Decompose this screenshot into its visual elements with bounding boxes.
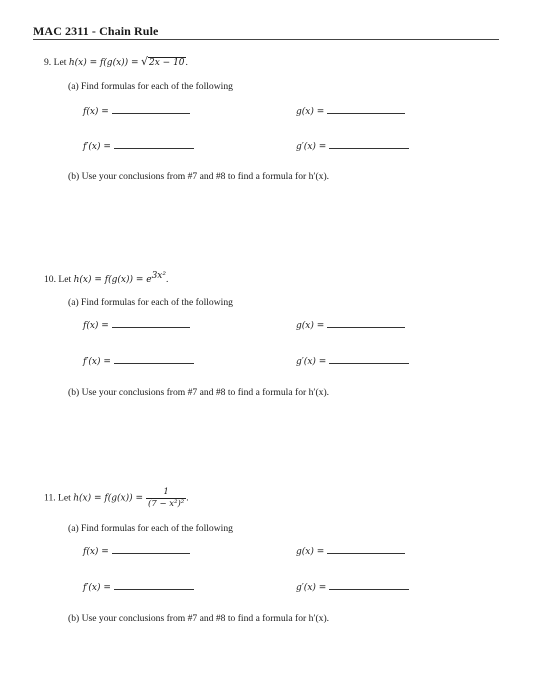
f-label: f(x) = xyxy=(83,107,109,117)
gp-label: g′(x) = xyxy=(296,583,327,593)
f-label: f(x) = xyxy=(83,321,109,331)
f-label: f(x) = xyxy=(83,547,109,557)
part-a-label: (a) Find formulas for each of the following xyxy=(68,81,233,92)
gp-label: g′(x) = xyxy=(296,142,327,152)
f-answer-blank[interactable] xyxy=(112,112,190,114)
problem-prompt: Let xyxy=(53,57,67,68)
problem-number: 9. xyxy=(44,57,52,68)
g-answer-blank[interactable] xyxy=(327,326,405,328)
function-expression: h(x) = f(g(x)) = xyxy=(73,493,144,504)
problem-statement: 10. Let $h(x) = f(g(x)) = e^{3x^2}$. xyxy=(44,271,169,286)
part-b-label: (b) Use your conclusions from #7 and #8 to find a formula for h′(x). xyxy=(68,171,330,182)
problem-number: 11. xyxy=(44,492,56,504)
fp-label: f′(x) = xyxy=(83,142,111,152)
problem-9 xyxy=(0,0,543,210)
problem-prompt: Let xyxy=(58,492,71,504)
radical-expression xyxy=(141,55,186,68)
f-answer-blank[interactable] xyxy=(112,326,190,328)
problem-prompt: Let xyxy=(58,274,72,286)
gp-formula-row xyxy=(296,356,409,367)
f-formula-row xyxy=(83,106,190,117)
g-formula-row xyxy=(296,546,405,557)
fp-answer-blank[interactable] xyxy=(114,147,194,149)
function-expression: h(x) = f(g(x)) = e xyxy=(73,275,152,286)
fp-label: f′(x) = xyxy=(83,583,111,593)
g-formula-row xyxy=(296,320,405,331)
f-formula-row xyxy=(83,320,190,331)
g-label: g(x) = xyxy=(296,321,325,331)
fp-formula-row xyxy=(83,356,194,367)
fraction-denominator: (7 − x²)² xyxy=(148,499,185,509)
fp-formula-row xyxy=(83,582,194,593)
gp-label: g′(x) = xyxy=(296,357,327,367)
g-label: g(x) = xyxy=(296,107,325,117)
exponent: 3x² xyxy=(151,271,166,281)
problem-11 xyxy=(0,441,543,651)
problem-statement: 9. Let h(x) = f(g(x)) = √2x − 10. xyxy=(44,55,188,68)
sqrt-symbol: √ xyxy=(141,55,149,68)
gp-formula-row xyxy=(296,141,409,152)
gp-answer-blank[interactable] xyxy=(329,147,409,149)
g-answer-blank[interactable] xyxy=(327,552,405,554)
gp-answer-blank[interactable] xyxy=(329,588,409,590)
gp-answer-blank[interactable] xyxy=(329,362,409,364)
g-answer-blank[interactable] xyxy=(327,112,405,114)
part-a-label: (a) Find formulas for each of the following xyxy=(68,297,233,308)
part-b-label: (b) Use your conclusions from #7 and #8 to find a formula for h′(x). xyxy=(68,613,330,624)
fp-formula-row xyxy=(83,141,194,152)
page-title: MAC 2311 - Chain Rule xyxy=(33,24,159,38)
radical-argument: 2x − 10 xyxy=(149,58,185,68)
problem-number: 10. xyxy=(44,274,56,286)
fraction xyxy=(146,487,186,510)
f-answer-blank[interactable] xyxy=(112,552,190,554)
gp-formula-row xyxy=(296,582,409,593)
fraction-numerator: 1 xyxy=(146,487,186,499)
function-expression: h(x) = f(g(x)) = xyxy=(68,58,139,68)
problem-10 xyxy=(0,216,543,426)
fp-answer-blank[interactable] xyxy=(114,588,194,590)
g-formula-row xyxy=(296,106,405,117)
f-formula-row xyxy=(83,546,190,557)
part-a-label: (a) Find formulas for each of the following xyxy=(68,523,233,534)
fp-answer-blank[interactable] xyxy=(114,362,194,364)
g-label: g(x) = xyxy=(296,547,325,557)
part-b-label: (b) Use your conclusions from #7 and #8 to find a formula for h′(x). xyxy=(68,387,330,398)
problem-statement: 11. Let h(x) = f(g(x)) = $\frac{1}{\text{(7 − x²)²}}$ . xyxy=(44,487,189,509)
fp-label: f′(x) = xyxy=(83,357,111,367)
